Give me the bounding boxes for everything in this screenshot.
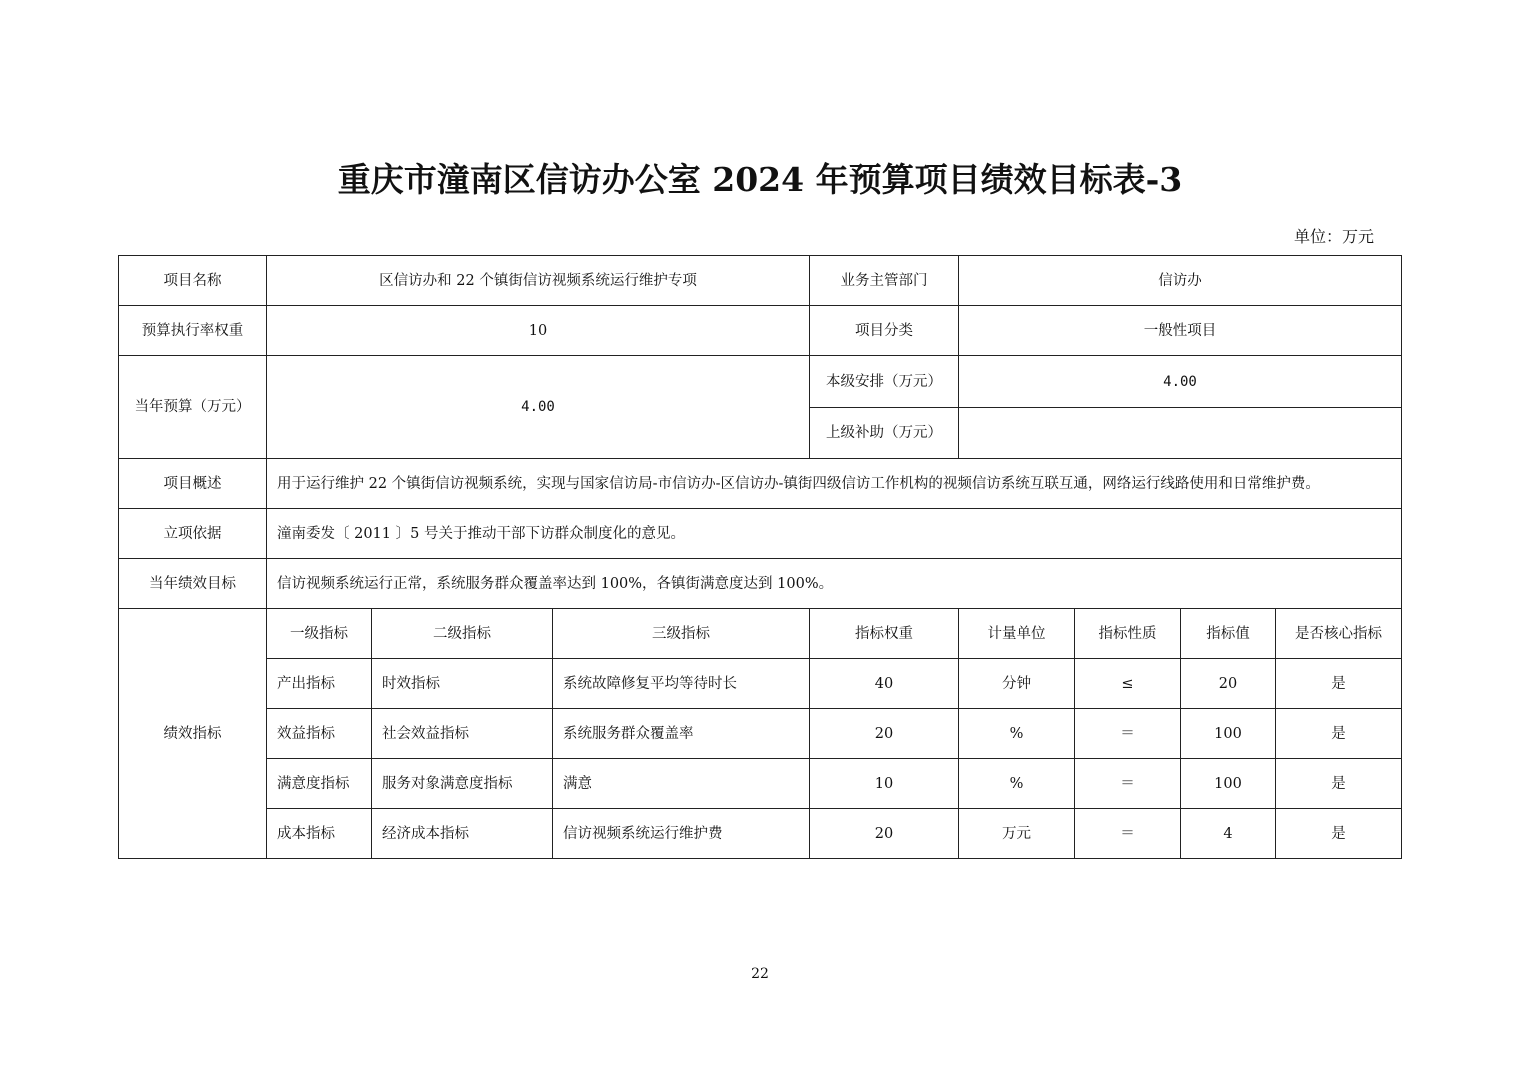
indicator-l3: 系统服务群众覆盖率 [553,709,810,759]
indicator-nature: ＝ [1075,809,1181,859]
upper-label: 上级补助（万元） [810,408,959,459]
indicator-l2: 经济成本指标 [372,809,553,859]
basis-label: 立项依据 [119,509,267,559]
basis-value: 潼南委发〔 2011 〕5 号关于推动干部下访群众制度化的意见。 [267,509,1402,559]
indicator-value: 4 [1181,809,1276,859]
budget-row-1 [119,356,1402,408]
unit-label: 单位：万元 [1293,227,1374,246]
indicator-nature: ＝ [1075,759,1181,809]
indicator-unit: % [959,759,1075,809]
indicator-core: 是 [1276,709,1402,759]
header-core: 是否核心指标 [1276,609,1402,659]
indicator-l3: 满意 [553,759,810,809]
indicator-unit: % [959,709,1075,759]
indicator-section-label: 绩效指标 [119,609,267,859]
indicator-l1: 成本指标 [267,809,372,859]
dept-label: 业务主管部门 [810,256,959,306]
weight-label: 预算执行率权重 [119,306,267,356]
upper-value [959,408,1402,459]
indicator-weight: 10 [810,759,959,809]
indicator-l2: 服务对象满意度指标 [372,759,553,809]
header-l2: 二级指标 [372,609,553,659]
indicator-nature: ≤ [1075,659,1181,709]
goal-value: 信访视频系统运行正常，系统服务群众覆盖率达到 100%，各镇街满意度达到 100%。 [267,559,1402,609]
indicator-weight: 20 [810,709,959,759]
indicator-weight: 20 [810,809,959,859]
category-label: 项目分类 [810,306,959,356]
indicator-nature: ＝ [1075,709,1181,759]
indicator-row [119,659,1402,709]
indicator-weight: 40 [810,659,959,709]
budget-value: 4.00 [267,356,810,459]
indicator-header-row [119,609,1402,659]
local-value: 4.00 [959,356,1402,408]
category-value: 一般性项目 [959,306,1402,356]
budget-label: 当年预算（万元） [119,356,267,459]
header-value: 指标值 [1181,609,1276,659]
weight-row [119,306,1402,356]
indicator-row [119,809,1402,859]
weight-value: 10 [267,306,810,356]
header-nature: 指标性质 [1075,609,1181,659]
summary-row [119,459,1402,509]
indicator-value: 20 [1181,659,1276,709]
goal-label: 当年绩效目标 [119,559,267,609]
indicator-l3: 系统故障修复平均等待时长 [553,659,810,709]
indicator-value: 100 [1181,759,1276,809]
indicator-core: 是 [1276,809,1402,859]
summary-label: 项目概述 [119,459,267,509]
indicator-row [119,759,1402,809]
indicator-value: 100 [1181,709,1276,759]
header-l3: 三级指标 [553,609,810,659]
indicator-unit: 分钟 [959,659,1075,709]
project-name-row [119,256,1402,306]
performance-target-table [118,255,1402,859]
header-l1: 一级指标 [267,609,372,659]
indicator-l2: 时效指标 [372,659,553,709]
indicator-core: 是 [1276,759,1402,809]
indicator-l1: 效益指标 [267,709,372,759]
header-unit: 计量单位 [959,609,1075,659]
header-weight: 指标权重 [810,609,959,659]
project-name-value: 区信访办和 22 个镇街信访视频系统运行维护专项 [267,256,810,306]
indicator-unit: 万元 [959,809,1075,859]
indicator-l2: 社会效益指标 [372,709,553,759]
dept-value: 信访办 [959,256,1402,306]
basis-row [119,509,1402,559]
local-label: 本级安排（万元） [810,356,959,408]
goal-row [119,559,1402,609]
indicator-core: 是 [1276,659,1402,709]
indicator-l3: 信访视频系统运行维护费 [553,809,810,859]
summary-value: 用于运行维护 22 个镇街信访视频系统，实现与国家信访局-市信访办-区信访办-镇街四级信访工作机构的视频信访系统互联互通，网络运行线路使用和日常维护费。 [267,459,1402,509]
page-number: 22 [751,966,769,982]
indicator-row [119,709,1402,759]
indicator-l1: 满意度指标 [267,759,372,809]
project-name-label: 项目名称 [119,256,267,306]
indicator-l1: 产出指标 [267,659,372,709]
document-title: 重庆市潼南区信访办公室 2024 年预算项目绩效目标表-3 [337,160,1183,199]
